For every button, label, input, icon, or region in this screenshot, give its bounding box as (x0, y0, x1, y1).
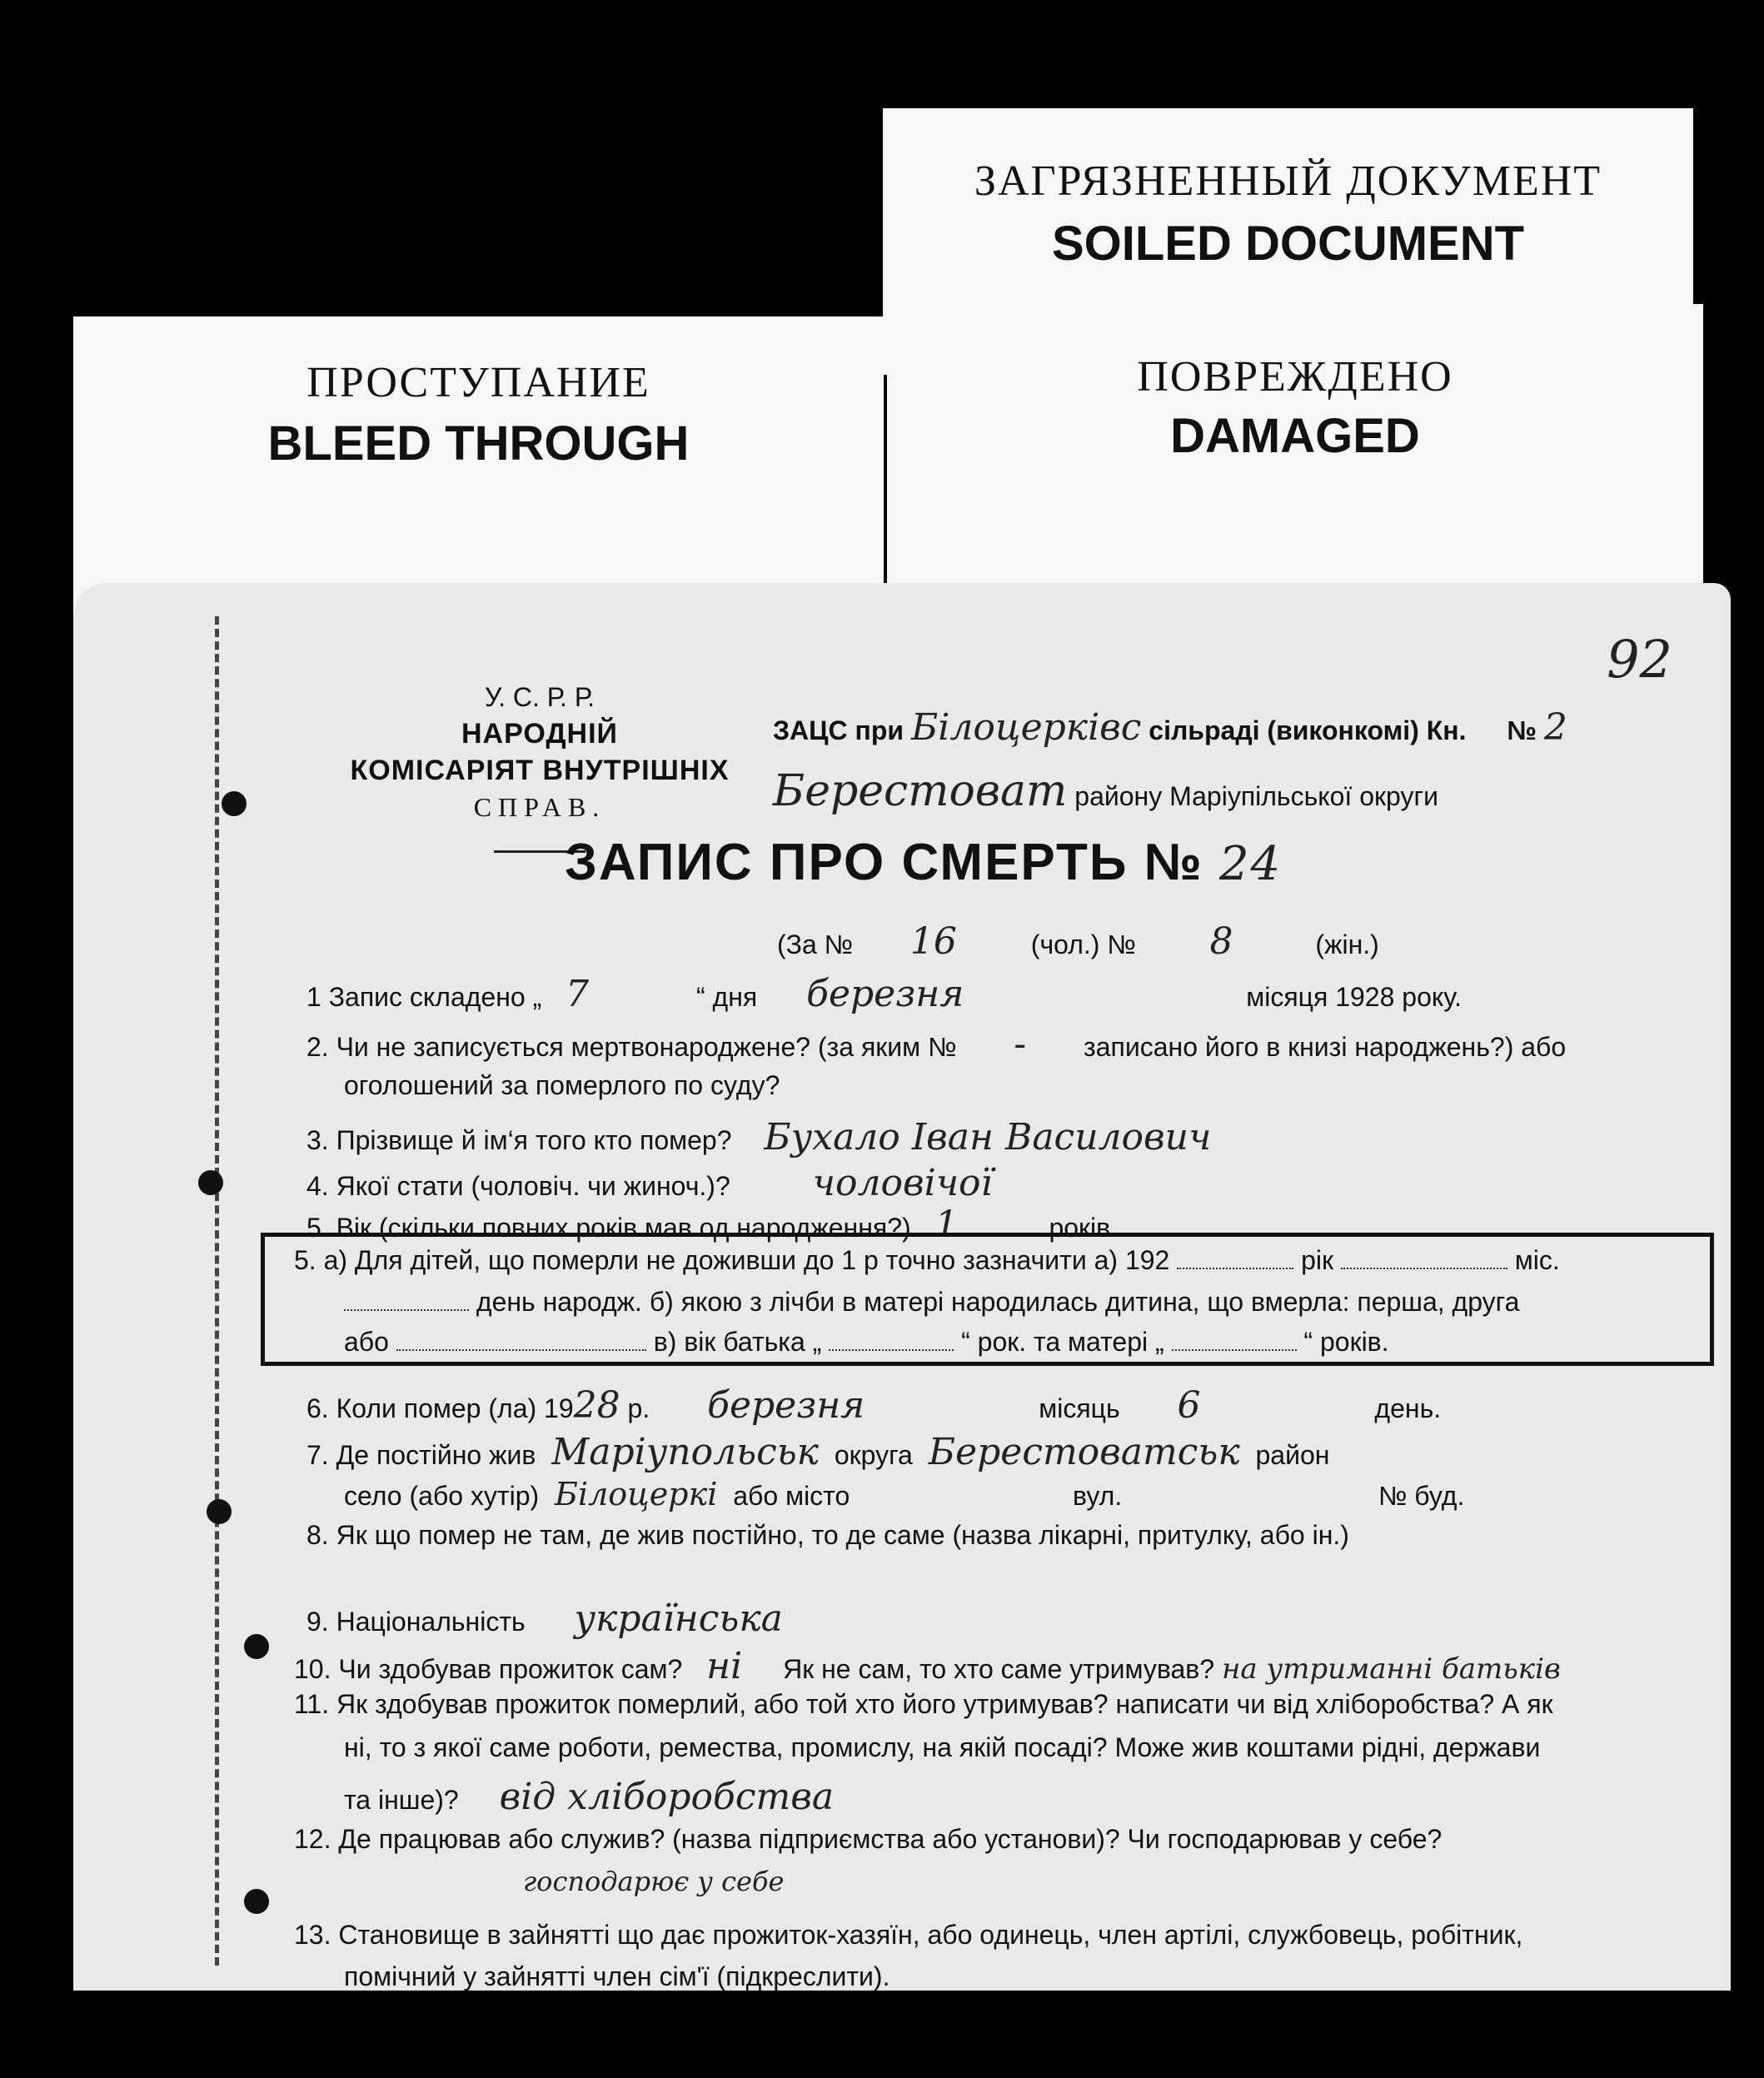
stitch-line (215, 616, 219, 1966)
row-2 (306, 1023, 1566, 1065)
damaged-label-ru: ПОВРЕЖДЕНО (1137, 353, 1453, 401)
row-10-label-b: Як не сам, то хто саме утримував? (783, 1654, 1215, 1684)
row-7-label: 7. Де постійно жив (306, 1440, 536, 1470)
row-12-label: 12. Де працював або служив? (назва підприємства або установи)? Чи господарював у себе? (294, 1824, 1443, 1854)
dotted-line (396, 1349, 646, 1351)
deceased-name: Бухало Іван Василович (764, 1116, 1212, 1159)
row-11-label-c: та інше)? (344, 1785, 459, 1815)
soiled-label-en: SOILED DOCUMENT (1051, 217, 1525, 271)
damaged-label-en: DAMAGED (1170, 409, 1420, 463)
sprav-label: СПРАВ. (473, 792, 606, 822)
damaged-card (887, 304, 1703, 591)
chol-label: (чол.) № (1030, 929, 1136, 959)
za-no-label: (За № (777, 929, 853, 959)
soiled-label-ru: ЗАГРЯЗНЕННЫЙ ДОКУМЕНТ (974, 157, 1602, 205)
supporter: на утриманні батьків (1221, 1652, 1561, 1686)
punch-hole (198, 1170, 223, 1195)
row-5a-father-label: в) вік батька „ (653, 1327, 822, 1357)
rayon-text: району Маріупільської округи (1074, 781, 1438, 811)
book-number: 2 (1543, 706, 1567, 749)
deceased-age: 1 (934, 1203, 959, 1246)
record-number: 24 (1218, 837, 1283, 891)
row-2-label: 2. Чи не записується мертвонароджене? (за яким № (306, 1032, 957, 1062)
row-4 (306, 1162, 993, 1204)
rayon-line (773, 766, 1438, 816)
row-5a-birth-label: день народж. б) якою з лічби в матері народилась дитина, що вмерла: перша, друга (476, 1287, 1520, 1317)
dotted-line (829, 1349, 954, 1351)
row-9-label: 9. Національність (306, 1607, 526, 1637)
row-11: 11. Як здобував прожиток померлий, або той хто його утримував? написати чи від хліборобства? А як (294, 1689, 1553, 1719)
dotted-line (1172, 1349, 1297, 1351)
narodniy-label: НАРОДНІЙ (461, 718, 618, 750)
row-5a-month-label: міс. (1514, 1245, 1560, 1275)
row-6-label: 6. Коли помер (ла) 19 (306, 1393, 574, 1423)
row-5a-or-label: або (344, 1327, 389, 1357)
workplace: господарює у себе (523, 1866, 785, 1897)
dotted-line (1177, 1268, 1293, 1269)
residence-rayon: Берестоватськ (928, 1431, 1240, 1473)
zags-line (773, 706, 1567, 749)
row-1-year-label: місяця 1928 року. (1246, 982, 1462, 1012)
row-5a-2 (344, 1287, 1519, 1318)
punch-hole (207, 1499, 232, 1524)
bleed-label-ru: ПРОСТУПАНИЕ (306, 359, 650, 406)
death-month: березня (707, 1384, 865, 1427)
row-6-year-suffix: р. (627, 1393, 650, 1423)
zhin-label: (жін.) (1315, 929, 1379, 959)
commissariat-label: КОМІСАРІЯТ ВНУТРІШНІХ (350, 755, 730, 786)
row-7-city-label: або місто (733, 1481, 850, 1511)
silradi-label: сільраді (виконкомі) Кн. (1149, 715, 1467, 745)
punch-hole (222, 791, 247, 816)
residence-okruga: Маріупольськ (551, 1431, 819, 1473)
record-day: 7 (566, 973, 590, 1015)
male-count: 16 (909, 920, 957, 963)
row-11-c (344, 1776, 834, 1818)
row-6-day-label: день. (1374, 1393, 1442, 1423)
row-5a-label: 5. а) Для дітей, що померли не доживши до 1 р точно зазначити а) 192 (294, 1245, 1170, 1275)
row-5a-year-label: рік (1301, 1245, 1334, 1275)
row-4-label: 4. Якої стати (чоловіч. чи жиноч.)? (306, 1171, 730, 1201)
death-record-form (73, 583, 1731, 1991)
page-title (565, 833, 1282, 892)
row-10-label: 10. Чи здобував прожиток сам? (294, 1654, 683, 1684)
dotted-line (344, 1309, 469, 1311)
bleed-label-en: BLEED THROUGH (267, 416, 690, 471)
row-6-month-label: місяць (1039, 1393, 1120, 1423)
row-7-okruga-label: округа (834, 1440, 913, 1470)
residence-village: Білоцеркі (555, 1476, 718, 1512)
row-2-label-b: записано його в книзі народжень?) або (1084, 1032, 1567, 1062)
row-7-village-label: село (або хутір) (344, 1481, 540, 1511)
row-7-house-label: № буд. (1378, 1481, 1465, 1511)
row-10 (294, 1645, 1561, 1687)
row-13-continuation: помічний у зайнятті член сім'ї (підкреслити). (344, 1961, 890, 1991)
row-5-label: 5. Вік (скільки повних років мав од народження?) (306, 1213, 911, 1243)
zags-place: Білоцерківс (910, 706, 1142, 749)
row-3-label: 3. Прізвище й ім‘я того кто помер? (306, 1125, 732, 1155)
death-year: 28 (573, 1384, 620, 1427)
bleed-through-card (73, 316, 884, 625)
row-5a-mother-label: “ рок. та матері „ (961, 1327, 1164, 1357)
row-1-day-label: “ дня (696, 982, 758, 1012)
row-7-b (344, 1476, 1464, 1512)
zags-label: ЗАЦС при (773, 715, 904, 745)
row-5a-1 (294, 1245, 1560, 1276)
page-number: 92 (1607, 629, 1672, 690)
row-8: 8. Як що помер не там, де жив постійно, то де саме (назва лікарні, притулку, або ін.) (306, 1520, 1349, 1550)
row-9 (306, 1597, 783, 1640)
counts-line (777, 920, 1379, 963)
row-7-street-label: вул. (1073, 1481, 1123, 1511)
row-7 (306, 1431, 1329, 1473)
punch-hole (244, 1889, 269, 1914)
row-1 (306, 973, 1462, 1015)
row-5a-years-label: “ років. (1303, 1327, 1389, 1357)
deceased-sex: чоловічої (812, 1162, 993, 1204)
row-5a-3 (344, 1327, 1389, 1358)
self-support: ні (706, 1645, 743, 1687)
female-count: 8 (1209, 920, 1233, 963)
dotted-line (1341, 1268, 1507, 1269)
stillborn-number: - (1014, 1023, 1027, 1065)
title-text: ЗАПИС ПРО СМЕРТЬ № (565, 834, 1203, 891)
book-no-label: № (1507, 715, 1537, 745)
death-day: 6 (1177, 1384, 1201, 1427)
punch-hole (244, 1634, 269, 1659)
row-11-continuation: ні, то з якої саме роботи, ремества, промислу, на якій посаді? Може жив коштами рідні, держави (344, 1732, 1541, 1762)
row-6 (306, 1384, 1441, 1427)
nationality: українська (574, 1597, 783, 1640)
income-source: від хліборобства (499, 1776, 835, 1818)
row-13: 13. Становище в зайнятті що дає прожиток-хазяїн, або одинець, член артілі, службовець, робітник, (294, 1920, 1523, 1950)
row-7-rayon-label: район (1255, 1440, 1330, 1470)
row-1-label: 1 Запис складено „ (306, 982, 542, 1012)
row-12 (294, 1824, 1442, 1855)
record-month: березня (806, 973, 964, 1015)
rayon-name: Берестоват (773, 766, 1068, 816)
row-2-continuation: оголошений за померлого по суду? (344, 1070, 780, 1100)
ussr-label: У. С. Р. Р. (484, 682, 595, 712)
row-5-years-label: років (1049, 1213, 1111, 1243)
row-3 (306, 1116, 1211, 1159)
